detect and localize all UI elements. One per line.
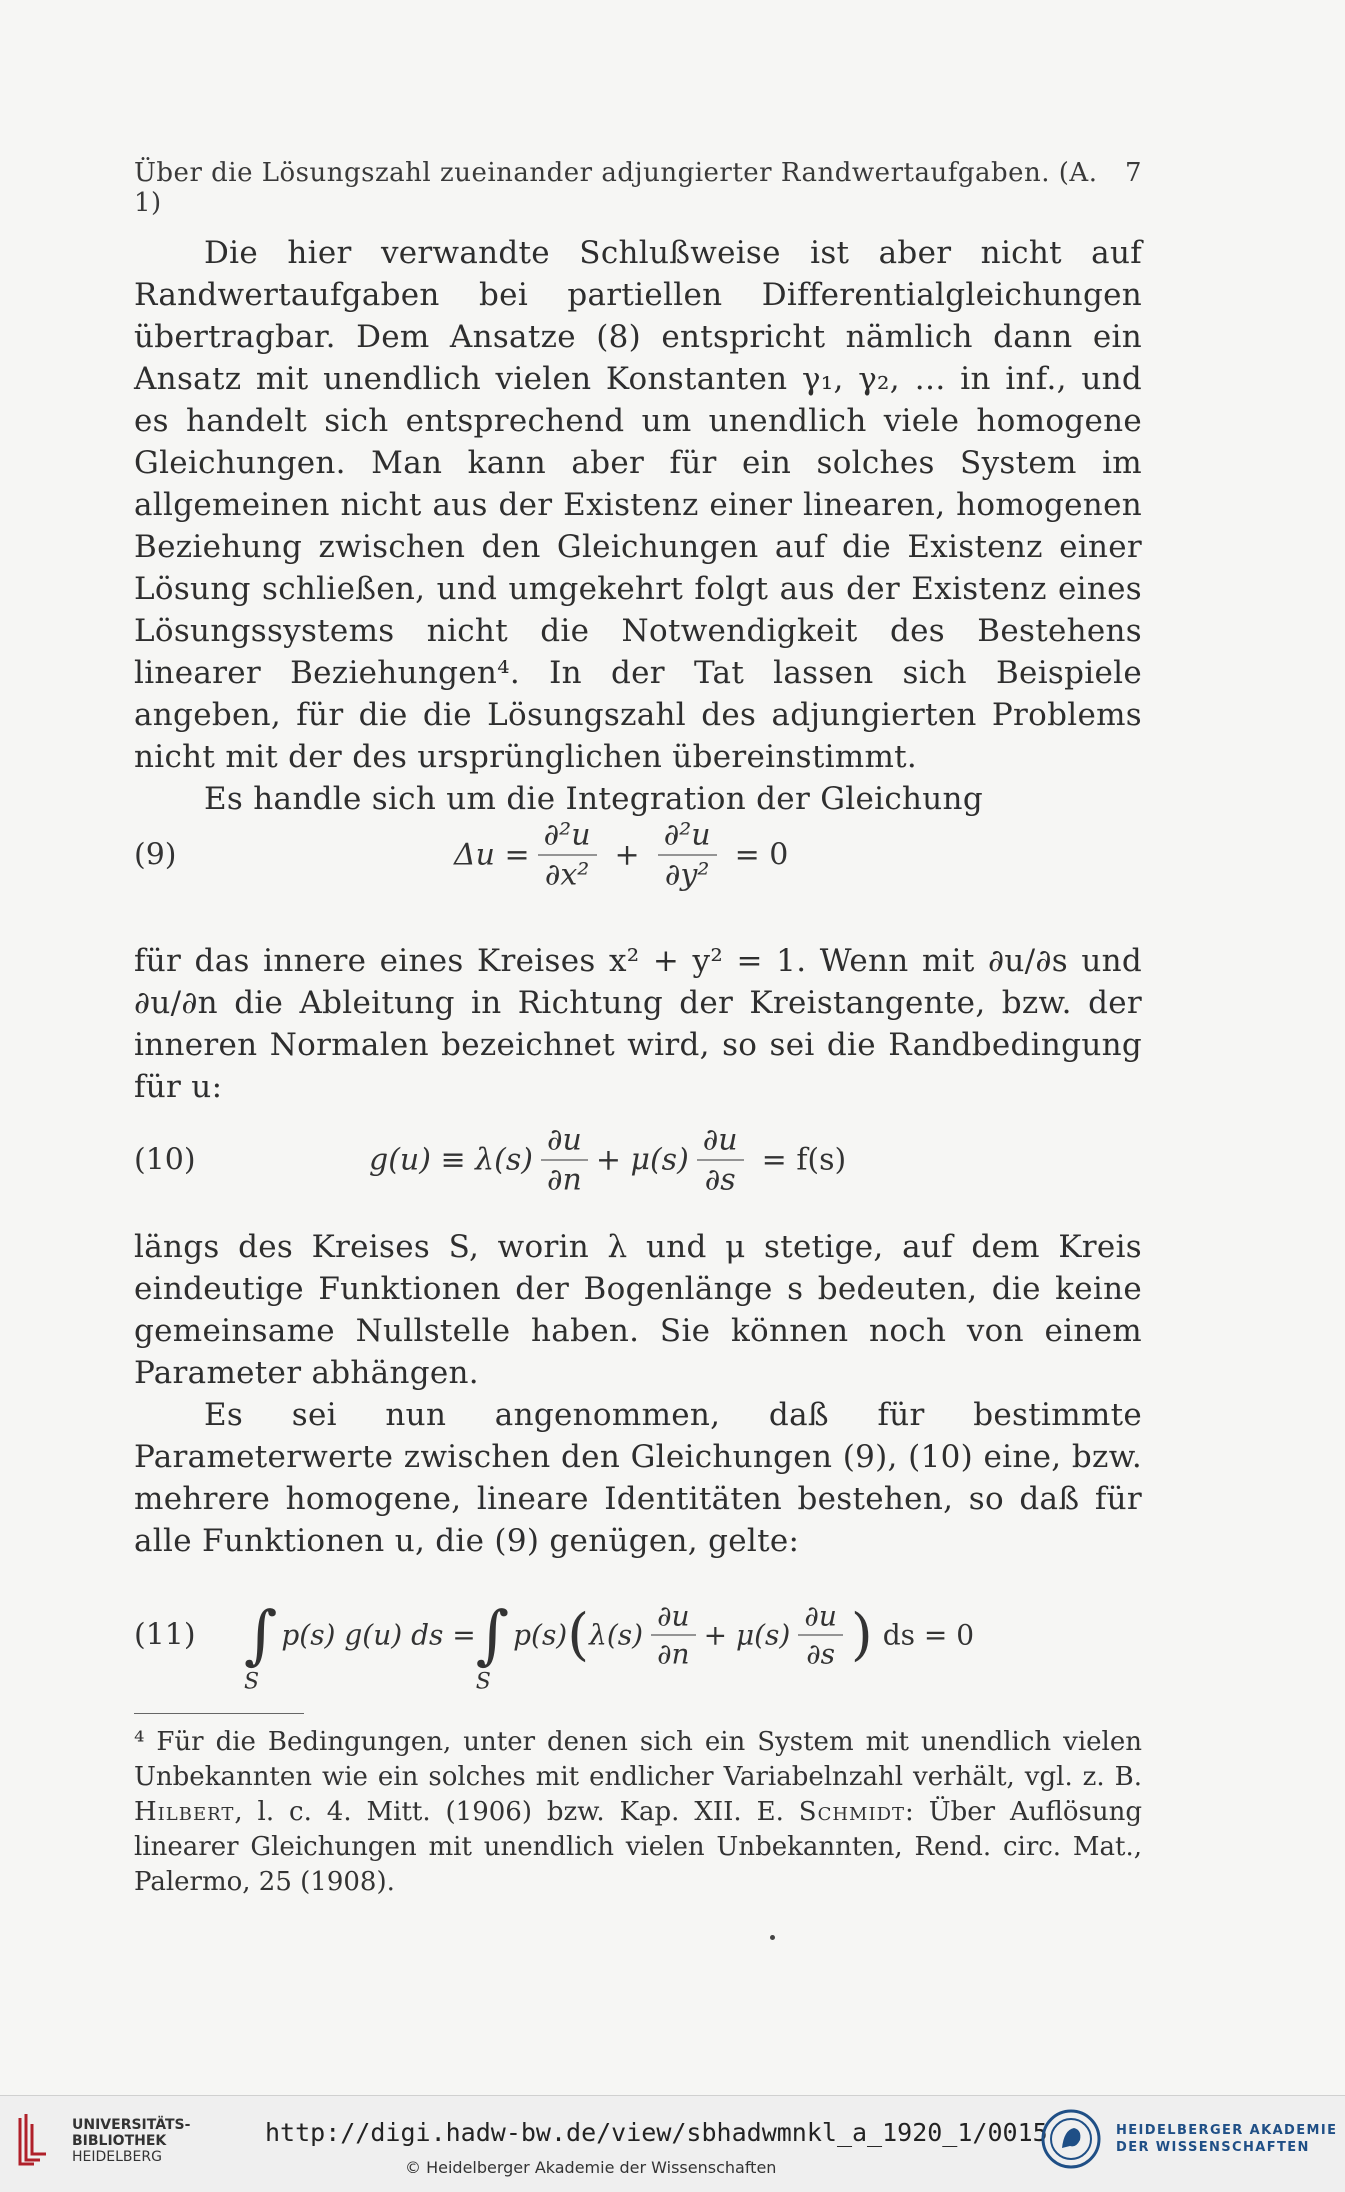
library-logo[interactable]: [14, 2110, 190, 2172]
library-name-line: BIBLIOTHEK: [72, 2133, 167, 2149]
text-block-1: [134, 232, 1142, 820]
numerator: ∂u: [651, 1600, 696, 1636]
numerator: ∂u: [798, 1600, 843, 1636]
right-paren-icon: ): [850, 1602, 873, 1667]
denominator: ∂s: [704, 1162, 736, 1198]
text-block-2: [134, 940, 1142, 1108]
viewer-footer: [0, 2095, 1345, 2192]
paragraph-3: für das innere eines Kreises x² + y² = 1. Wenn mit ∂u/∂s und ∂u/∂n die Ableitung in Richtung der Kreistangente, bzw. der inneren Normalen bezeichnet wird, so sei die Randbedingung für u:: [134, 943, 1142, 1105]
academy-name: [1116, 2122, 1337, 2156]
fraction: [538, 818, 597, 893]
library-logo-icon: [14, 2110, 64, 2172]
author-hilbert: Hilbert: [134, 1797, 235, 1827]
paragraph-5: Es sei nun angenommen, daß für bestimmte Parameterwerte zwischen den Gleichungen (9), (10) eine, bzw. mehrere homogene, lineare Identitäten bestehen, so daß für alle Funktionen u, die (9) genügen, gelte:: [134, 1397, 1142, 1559]
eq-middle-term: + μ(s): [703, 1618, 791, 1652]
equation-11: [134, 1575, 1142, 1695]
eq-middle-term: + μ(s): [595, 1142, 689, 1178]
academy-seal-icon: [1040, 2108, 1102, 2170]
equation-formula: [369, 1123, 856, 1198]
equation-9: [134, 800, 1142, 910]
equation-number: (9): [134, 837, 177, 873]
library-name: [72, 2117, 190, 2165]
page-speck: [770, 1935, 775, 1940]
paragraph-1: Die hier verwandte Schlußweise ist aber nicht auf Randwertaufgaben bei partiellen Differentialgleichungen übertragbar. Dem Ansatze (8) entspricht nämlich dann ein Ansatz mit unendlich vielen Konstanten γ₁, γ₂, … in inf., und es handelt sich entsprechend um unendlich viele homogene Gleichungen. Man kann aber für ein solches System im allgemeinen nicht aus der Existenz einer linearen, homogenen Beziehung zwischen den Gleichungen auf die Existenz einer Lösung schließen, und umgekehrt folgt aus der Existenz eines Lösungssystems nicht die Notwendigkeit des Bestehens linearer Beziehungen⁴. In der Tat lassen sich Beispiele angeben, für die die Lösungszahl des adjungierten Problems nicht mit der des ursprünglichen übereinstimmt.: [134, 235, 1142, 775]
eq-lhs: g(u) ≡ λ(s): [369, 1142, 533, 1178]
permalink-url[interactable]: http://digi.hadw-bw.de/view/sbhadwmnkl_a_1920_1/0015: [265, 2118, 1048, 2147]
denominator: ∂x²: [544, 857, 590, 893]
fraction: [798, 1600, 843, 1671]
integral-domain: S: [475, 1669, 491, 1694]
footnote-part-2: , l. c. 4. Mitt. (1906) bzw. Kap. XII. E.: [234, 1797, 784, 1827]
academy-name-line: HEIDELBERGER AKADEMIE: [1116, 2123, 1338, 2138]
numerator: ∂²u: [538, 818, 597, 856]
author-schmidt: Schmidt: [798, 1797, 906, 1827]
academy-logo[interactable]: [1040, 2108, 1337, 2170]
equation-10: [134, 1105, 1142, 1215]
library-name-line: UNIVERSITÄTS-: [72, 2117, 191, 2133]
fraction: [651, 1600, 696, 1671]
integral-domain: S: [244, 1669, 260, 1694]
footnote-text: [134, 1725, 1142, 1900]
copyright-notice: © Heidelberger Akademie der Wissenschaften: [405, 2158, 777, 2177]
paragraph-2: Es handle sich um die Integration der Gleichung: [204, 781, 983, 817]
equation-formula: [454, 818, 798, 893]
eq-lambda: λ(s): [589, 1618, 644, 1652]
integral-sign-icon: ∫ S: [244, 1598, 278, 1694]
running-title: Über die Lösungszahl zueinander adjungierter Randwertaufgaben. (A. 1): [134, 158, 1098, 218]
fraction: [541, 1123, 588, 1198]
numerator: ∂u: [541, 1123, 588, 1161]
eq-lhs: Δu =: [454, 837, 530, 873]
running-header: [134, 158, 1142, 218]
footnote-part-3: : Über Auflösung linearer Gleichungen mit unendlich vielen Unbekannten, Rend. circ. Mat., Palermo, 25 (1908).: [134, 1797, 1142, 1897]
plus-sign: +: [614, 837, 640, 873]
numerator: ∂u: [697, 1123, 744, 1161]
eq-weight: p(s): [513, 1618, 568, 1652]
page-number: 7: [1124, 158, 1142, 188]
academy-name-line: DER WISSENSCHAFTEN: [1116, 2140, 1310, 2155]
eq-rhs: = 0: [734, 837, 789, 873]
paragraph-4: längs des Kreises S, worin λ und μ stetige, auf dem Kreis eindeutige Funktionen der Bogenlänge s bedeuten, die keine gemeinsame Nullstelle haben. Sie können noch von einem Parameter abhängen.: [134, 1229, 1142, 1391]
eq-rhs: = f(s): [761, 1142, 847, 1178]
left-paren-icon: (: [567, 1602, 590, 1667]
equation-number: (11): [134, 1617, 196, 1653]
equation-number: (10): [134, 1142, 196, 1178]
numerator: ∂²u: [658, 818, 717, 856]
eq-rhs: ds = 0: [882, 1618, 975, 1652]
integral-sign-icon: ∫ S: [475, 1598, 510, 1694]
eq-left-integrand: p(s) g(u) ds =: [281, 1618, 476, 1652]
text-block-3: [134, 1226, 1142, 1562]
denominator: ∂y²: [664, 857, 710, 893]
denominator: ∂n: [657, 1637, 690, 1671]
library-name-line: HEIDELBERG: [72, 2149, 162, 2165]
equation-formula: [244, 1598, 984, 1694]
denominator: ∂s: [806, 1637, 836, 1671]
footnote-part-1: ⁴ Für die Bedingungen, unter denen sich ein System mit unendlich vielen Unbekannten wie ein solches mit endlicher Variabelnzahl verhält, vgl. z. B.: [134, 1727, 1142, 1792]
footnote-divider: [134, 1713, 304, 1714]
denominator: ∂n: [546, 1162, 582, 1198]
footnote: [134, 1725, 1142, 1900]
fraction: [697, 1123, 744, 1198]
fraction: [658, 818, 717, 893]
